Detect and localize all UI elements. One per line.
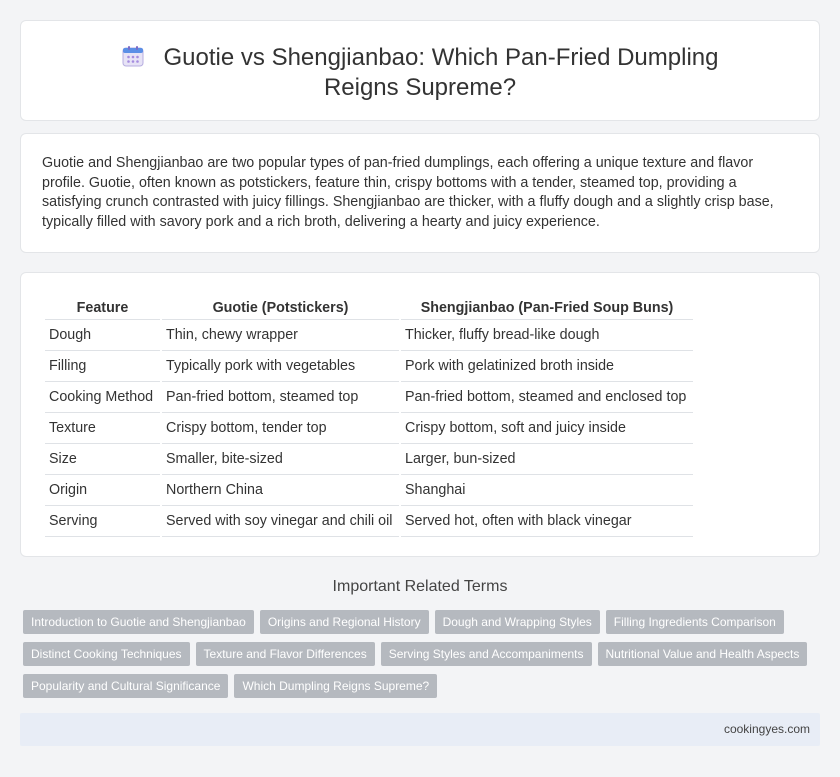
table-cell: Texture bbox=[45, 413, 160, 444]
table-row bbox=[45, 382, 693, 413]
table-cell: Pan-fried bottom, steamed and enclosed top bbox=[401, 382, 693, 413]
comparison-card bbox=[20, 272, 820, 557]
header-shengjianbao: Shengjianbao (Pan-Fried Soup Buns) bbox=[401, 295, 693, 320]
tag-filling[interactable]: Filling Ingredients Comparison bbox=[606, 610, 784, 634]
tag-supreme[interactable]: Which Dumpling Reigns Supreme? bbox=[234, 674, 437, 698]
related-terms-title: Important Related Terms bbox=[332, 578, 508, 595]
table-cell: Crispy bottom, soft and juicy inside bbox=[401, 413, 693, 444]
tag-row bbox=[23, 674, 823, 706]
table-cell: Typically pork with vegetables bbox=[162, 351, 399, 382]
intro-paragraph: Guotie and Shengjianbao are two popular types of pan-fried dumplings, each offering a unique texture and flavor profile. Guotie, often known as potstickers, feature thin, crispy bottoms with a tender, steamed top, providing a satisfying crunch contrasted with juicy fillings. Shengjianbao are thicker, with a fluffy dough and a slightly crisp base, typically filled with savory pork and a rich broth, delivering a hearty and juicy experience. bbox=[42, 155, 774, 230]
tag-nutrition[interactable]: Nutritional Value and Health Aspects bbox=[598, 642, 808, 666]
tag-introduction[interactable]: Introduction to Guotie and Shengjianbao bbox=[23, 610, 254, 634]
table-cell: Shanghai bbox=[401, 475, 693, 506]
tag-row bbox=[23, 610, 823, 642]
tag-cooking[interactable]: Distinct Cooking Techniques bbox=[23, 642, 190, 666]
tag-dough[interactable]: Dough and Wrapping Styles bbox=[435, 610, 600, 634]
page-title-text: Guotie vs Shengjianbao: Which Pan-Fried Dumpling Reigns Supreme? bbox=[163, 44, 719, 101]
table-row bbox=[45, 351, 693, 382]
comparison-table bbox=[43, 295, 695, 537]
title-card bbox=[20, 20, 820, 121]
table-cell: Served with soy vinegar and chili oil bbox=[162, 506, 399, 537]
page-title bbox=[21, 43, 819, 103]
table-cell: Larger, bun-sized bbox=[401, 444, 693, 475]
tag-origins[interactable]: Origins and Regional History bbox=[260, 610, 429, 634]
table-row bbox=[45, 475, 693, 506]
table-row bbox=[45, 444, 693, 475]
footer-site[interactable]: cookingyes.com bbox=[723, 722, 810, 736]
table-cell: Thin, chewy wrapper bbox=[162, 320, 399, 351]
table-cell: Size bbox=[45, 444, 160, 475]
table-header-row bbox=[45, 295, 693, 320]
related-terms-tags bbox=[23, 610, 823, 706]
footer bbox=[20, 713, 820, 746]
table-cell: Serving bbox=[45, 506, 160, 537]
table-cell: Filling bbox=[45, 351, 160, 382]
table-row bbox=[45, 506, 693, 537]
table-cell: Thicker, fluffy bread-like dough bbox=[401, 320, 693, 351]
table-cell: Smaller, bite-sized bbox=[162, 444, 399, 475]
table-row bbox=[45, 413, 693, 444]
intro-card bbox=[20, 133, 820, 253]
table-cell: Pork with gelatinized broth inside bbox=[401, 351, 693, 382]
tag-serving[interactable]: Serving Styles and Accompaniments bbox=[381, 642, 592, 666]
table-cell: Origin bbox=[45, 475, 160, 506]
tag-popularity[interactable]: Popularity and Cultural Significance bbox=[23, 674, 228, 698]
calendar-icon bbox=[122, 45, 144, 67]
table-cell: Northern China bbox=[162, 475, 399, 506]
table-row bbox=[45, 320, 693, 351]
tag-texture[interactable]: Texture and Flavor Differences bbox=[196, 642, 375, 666]
table-cell: Served hot, often with black vinegar bbox=[401, 506, 693, 537]
table-cell: Crispy bottom, tender top bbox=[162, 413, 399, 444]
table-cell: Pan-fried bottom, steamed top bbox=[162, 382, 399, 413]
header-guotie: Guotie (Potstickers) bbox=[162, 295, 399, 320]
table-cell: Cooking Method bbox=[45, 382, 160, 413]
tag-row bbox=[23, 642, 823, 674]
table-cell: Dough bbox=[45, 320, 160, 351]
header-feature: Feature bbox=[45, 295, 160, 320]
